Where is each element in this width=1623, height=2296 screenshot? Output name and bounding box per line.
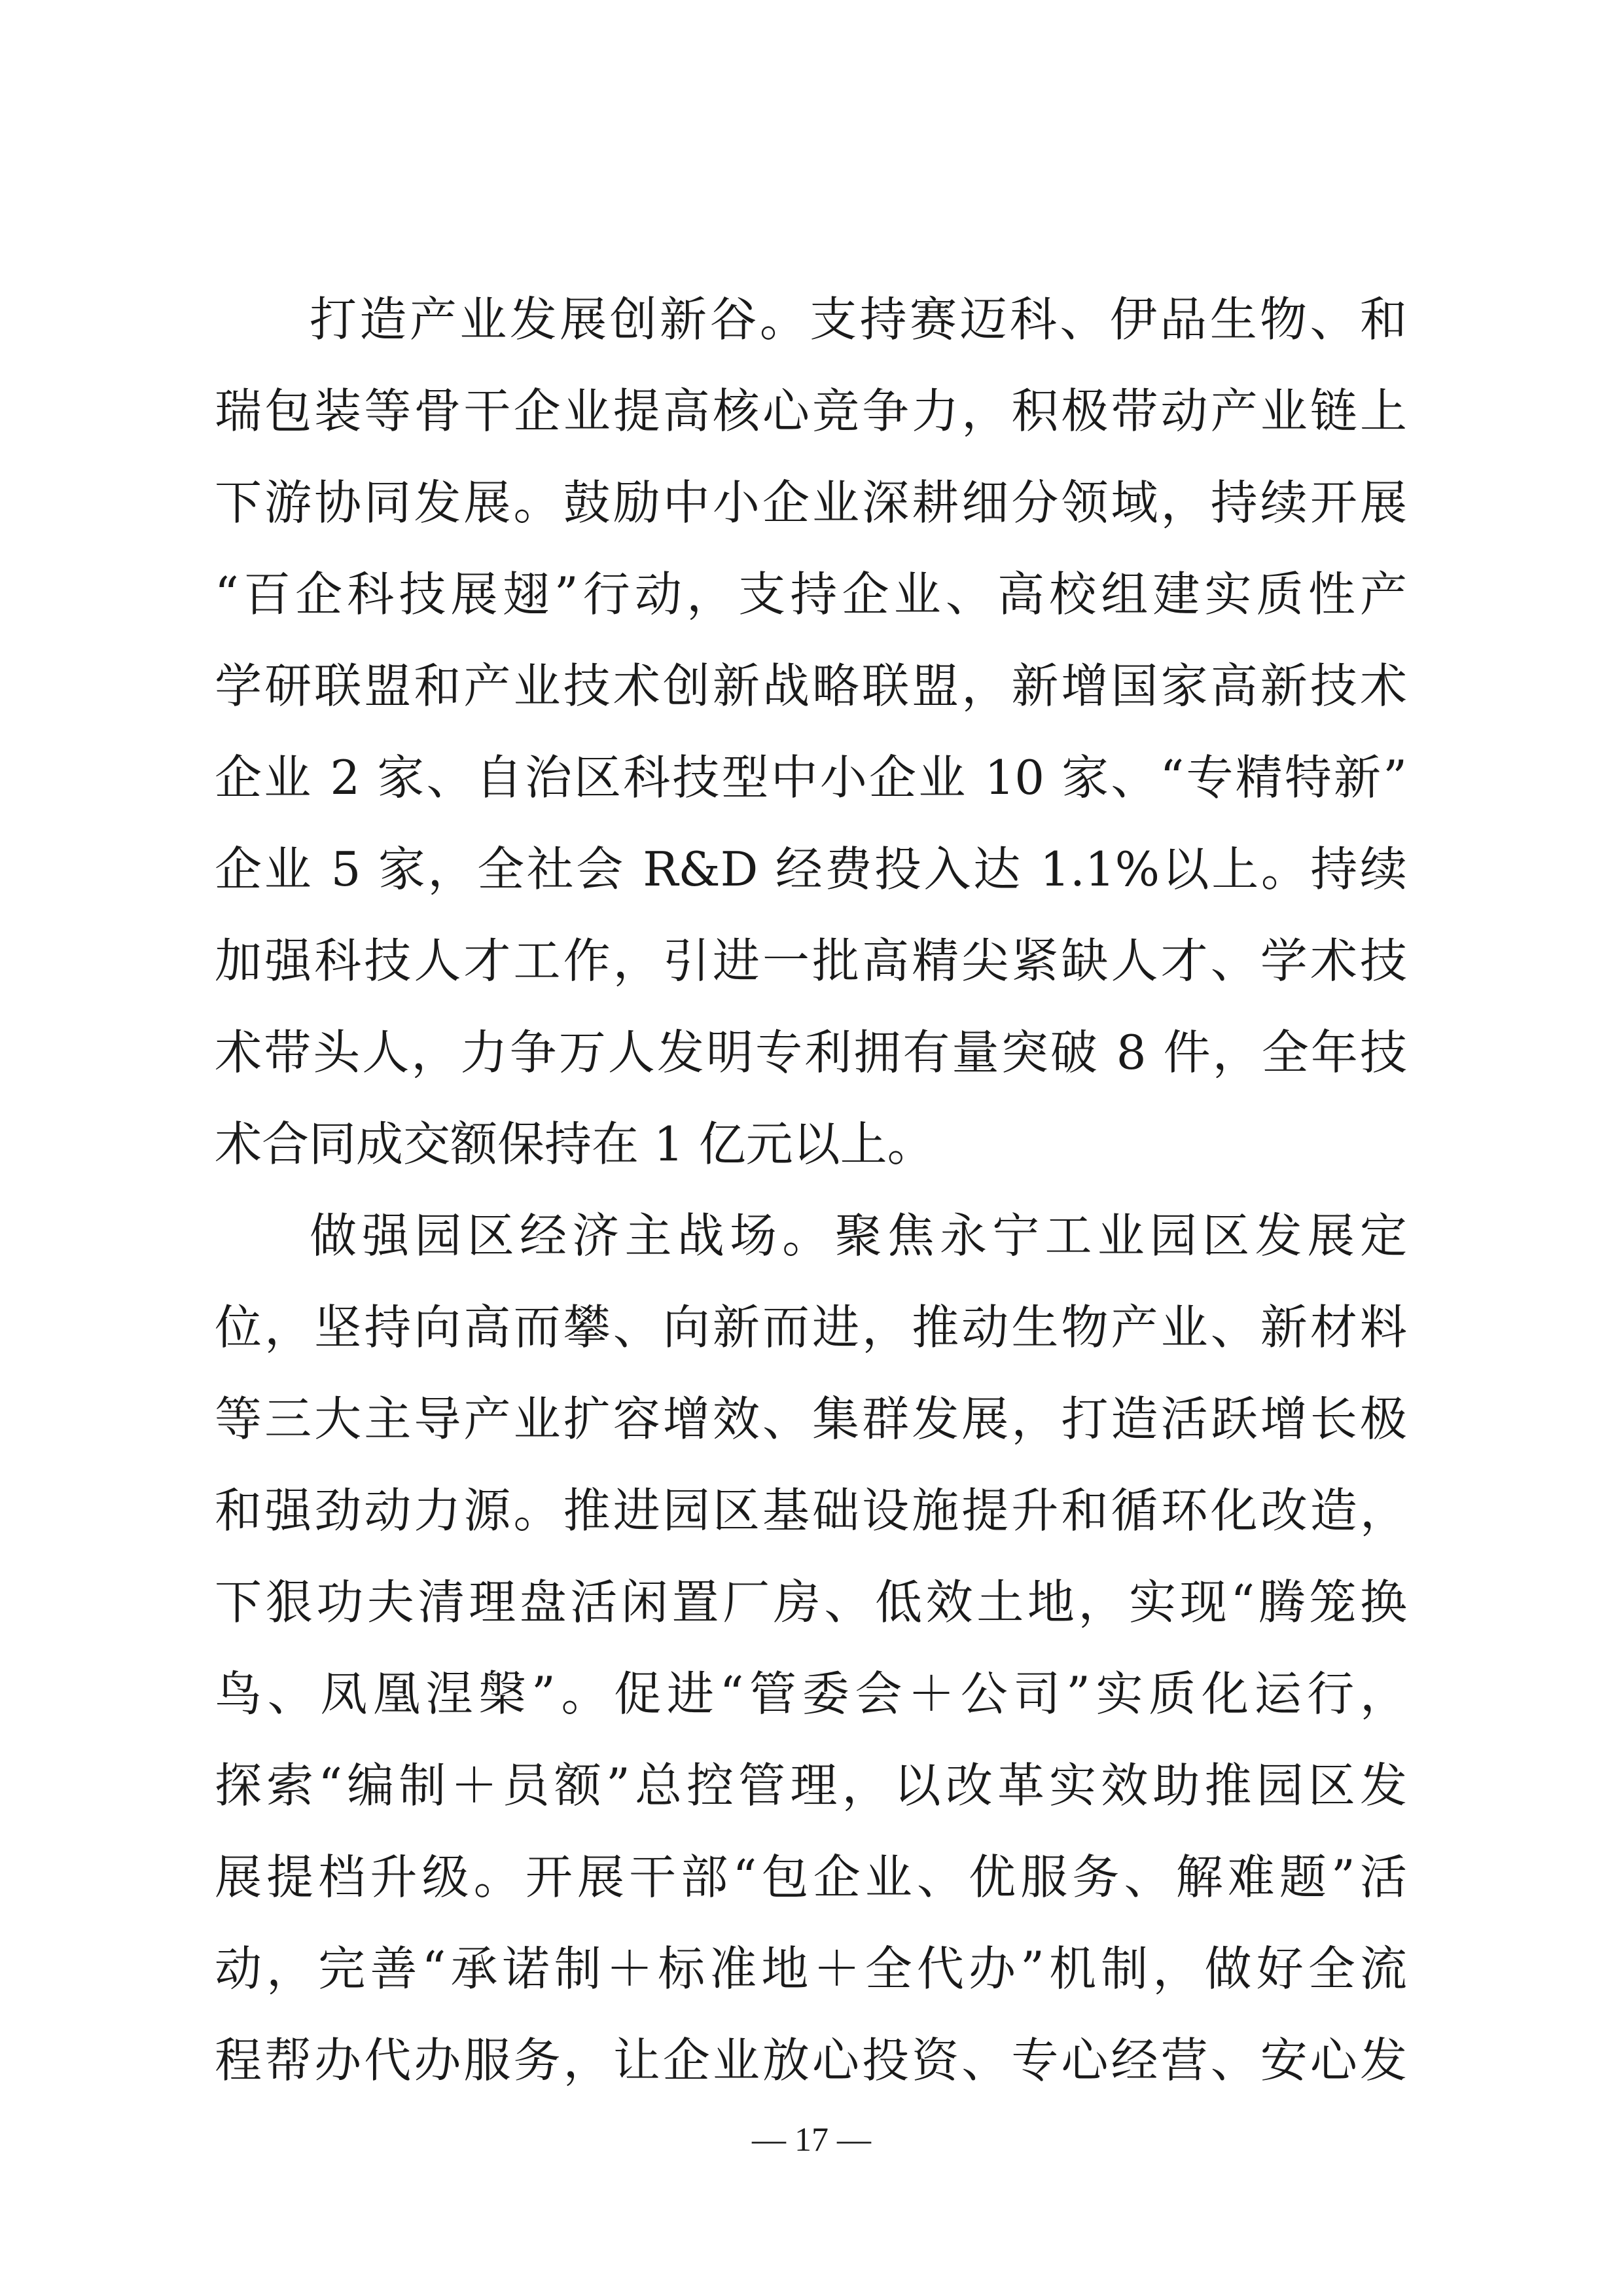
text-line: 和强劲动力源。推进园区基础设施提升和循环化改造， bbox=[215, 1483, 1407, 1538]
text-line: 企业 5 家，全社会 R&D 经费投入达 1.1%以上。持续 bbox=[215, 842, 1407, 897]
text-line: 学研联盟和产业技术创新战略联盟，新增国家高新技术 bbox=[215, 658, 1407, 713]
text-line: 术带头人，力争万人发明专利拥有量突破 8 件，全年技 bbox=[215, 1025, 1407, 1080]
text-line: 企业 2 家、自治区科技型中小企业 10 家、“专精特新” bbox=[215, 750, 1407, 805]
text-line: 做强园区经济主战场。聚焦永宁工业园区发展定 bbox=[310, 1208, 1407, 1263]
text-line: 下游协同发展。鼓励中小企业深耕细分领域，持续开展 bbox=[215, 475, 1407, 530]
text-line: 位，坚持向高而攀、向新而进，推动生物产业、新材料 bbox=[215, 1300, 1407, 1355]
text-line: 动，完善“承诺制＋标准地＋全代办”机制，做好全流 bbox=[215, 1941, 1407, 1996]
text-line: 展提档升级。开展干部“包企业、优服务、解难题”活 bbox=[215, 1850, 1407, 1905]
text-line: 加强科技人才工作，引进一批高精尖紧缺人才、学术技 bbox=[215, 933, 1407, 988]
text-line: “百企科技展翅”行动，支持企业、高校组建实质性产 bbox=[215, 567, 1407, 622]
text-line: 探索“编制＋员额”总控管理，以改革实效助推园区发 bbox=[215, 1758, 1407, 1813]
page-number: — 17 — bbox=[752, 2121, 871, 2159]
text-line: 程帮办代办服务，让企业放心投资、专心经营、安心发 bbox=[215, 2033, 1407, 2088]
text-line: 瑞包装等骨干企业提高核心竞争力，积极带动产业链上 bbox=[215, 384, 1407, 439]
text-line: 等三大主导产业扩容增效、集群发展，打造活跃增长极 bbox=[215, 1391, 1407, 1446]
text-line: 术合同成交额保持在 1 亿元以上。 bbox=[215, 1117, 935, 1172]
text-line: 鸟、凤凰涅槃”。促进“管委会＋公司”实质化运行， bbox=[215, 1666, 1407, 1721]
text-line: 打造产业发展创新谷。支持赛迈科、伊品生物、和 bbox=[310, 292, 1407, 347]
text-line: 下狠功夫清理盘活闲置厂房、低效土地，实现“腾笼换 bbox=[215, 1575, 1407, 1630]
